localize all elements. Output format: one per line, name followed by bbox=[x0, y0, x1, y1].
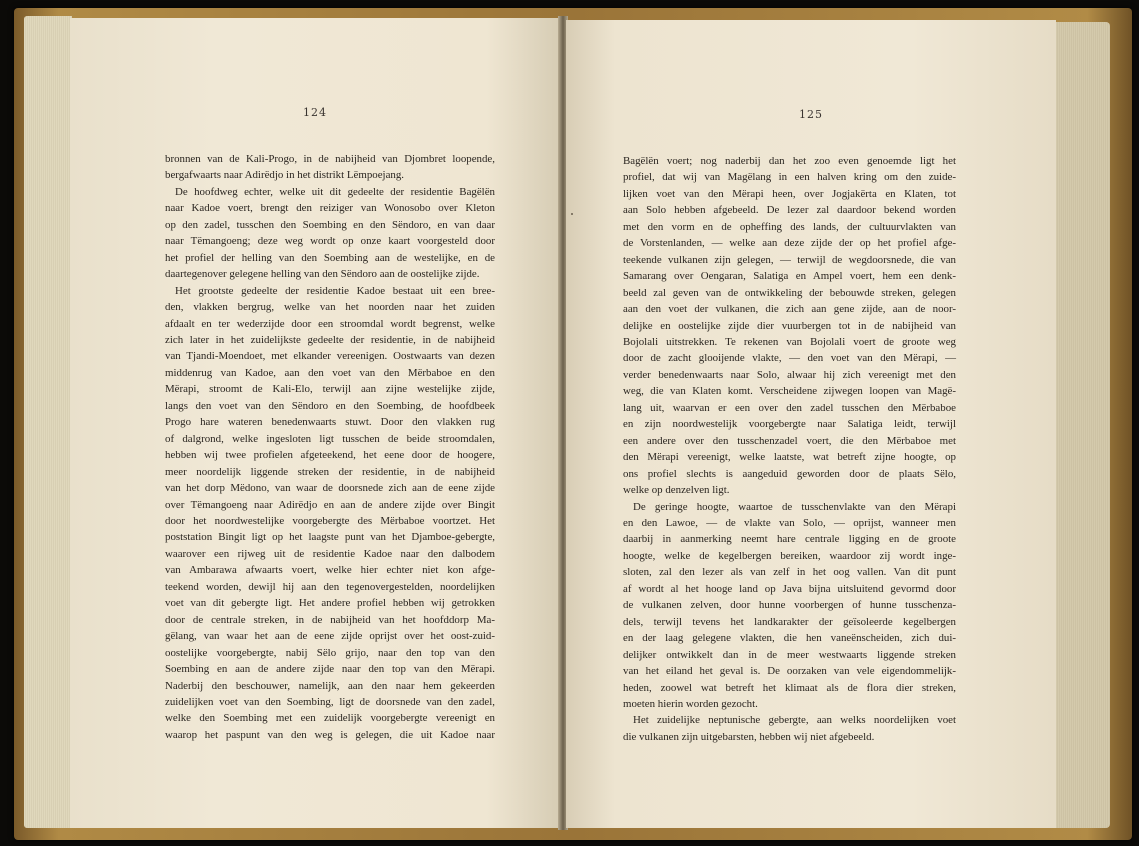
text-line: hebben wij twee profielen afgeteekend, het eene door de hoogere, bbox=[165, 449, 495, 462]
text-line: door de zacht glooijende vlakte, — den voet van den Mërapi, — bbox=[623, 352, 956, 365]
text-line: Naderbij den beschouwer, namelijk, aan den naar hem gekeerden bbox=[165, 679, 495, 692]
margin-mark bbox=[571, 213, 573, 215]
text-line: delijker ontwikkelt dan in de meer westwaarts liggende streken bbox=[623, 648, 956, 661]
text-line: verder benedenwaarts naar Solo, alwaar hij zich vereenigt met den bbox=[623, 368, 956, 381]
text-line: van het eiland het geval is. De oorzaken van vele eigendommelijk- bbox=[623, 665, 956, 678]
text-line: of dalgrond, welke ingesloten ligt tusschen de beide stroomdalen, bbox=[165, 432, 495, 445]
page-edges-left bbox=[24, 16, 72, 828]
right-page-text bbox=[623, 153, 956, 745]
text-line: Progo hare wateren benedenwaarts stuwt. Door den vlakken rug bbox=[165, 416, 495, 429]
text-line: en den Lawoe, — de vlakte van Solo, — oprijst, wanneer men bbox=[623, 516, 956, 529]
text-line: teekend worden, dewijl hij aan den tegenovergestelden, noordelijken bbox=[165, 580, 495, 593]
text-line: Mërapi, stroomt de Kali-Elo, terwijl aan zijne westelijke zijde, bbox=[165, 383, 495, 396]
text-line: sloten, zal den lezer als van zelf in het oog vallen. Van dit punt bbox=[623, 566, 956, 579]
text-line: afdaalt en ter wederzijde door een stroomdal wordt begrenst, welke bbox=[165, 317, 495, 330]
text-line: door het noordwestelijke voorgebergte des Mërbaboe voortzet. Het bbox=[165, 514, 495, 527]
text-line: teekende vulkanen zijn gelegen, — terwijl de wegdoorsnede, die van bbox=[623, 253, 956, 266]
text-line: De hoofdweg echter, welke uit dit gedeelte der residentie Bagëlën bbox=[175, 185, 495, 198]
text-line: den Mërapi vereenigt, welke laatste, wat betreft zijne hoogte, op bbox=[623, 451, 956, 464]
text-line: meer noordelijk liggende streken der residentie, in de nabijheid bbox=[165, 465, 495, 478]
text-line: poststation Bingit ligt op het laagste punt van het Djamboe-gebergte, bbox=[165, 531, 495, 544]
text-line: den, vlakken bergrug, welke van het noorden naar het zuiden bbox=[165, 301, 495, 314]
text-line: en zijn noordwestelijk voorgebergte naar Salatiga leidt, terwijl bbox=[623, 418, 956, 431]
text-line: de vulkanen zelven, door hunne voorbergen of hunne tusschenza- bbox=[623, 599, 956, 612]
text-line: gëlang, van waar het aan de eene zijde oprijst over het oost-zuid- bbox=[165, 630, 495, 643]
text-line: bergafwaarts naar Adirëdjo in het distrikt Lëmpoejang. bbox=[165, 169, 405, 182]
text-line: Bojolali uitstrekken. Te rekenen van Bojolali voert de groote weg bbox=[623, 335, 956, 348]
text-line: van Ambarawa afwaarts voert, welke hier echter niet kon afge- bbox=[165, 564, 495, 577]
text-line: moeten hierin worden gezocht. bbox=[623, 697, 758, 710]
text-line: met den vorm en de opheffing des lands, der cultuurvlakten van bbox=[623, 220, 956, 233]
text-line: waarover een rijweg uit de residentie Kadoe naar den dalbodem bbox=[165, 547, 495, 560]
page-edges-right bbox=[1054, 22, 1110, 828]
text-line: daarbij in aanmerking neemt hare centrale ligging en de groote bbox=[623, 533, 956, 546]
page-number-right: 125 bbox=[799, 108, 823, 121]
text-line: profiel, dat wij van Magëlang in een halven kring om den zuide- bbox=[623, 171, 956, 184]
text-line: langs den voet van den Sëndoro en den Soembing, de hoofdbeek bbox=[165, 399, 495, 412]
text-line: beeld zal geven van de ontwikkeling der bebouwde streken, gelegen bbox=[623, 286, 956, 299]
left-page bbox=[70, 18, 560, 828]
text-line: naar Tëmangoeng; deze weg wordt op onze kaart voorgesteld door bbox=[165, 235, 495, 248]
text-line: Het grootste gedeelte der residentie Kadoe bestaat uit een bree- bbox=[175, 284, 495, 297]
text-line: zuidelijken voet van den Soembing, ligt de doorsnede van den zadel, bbox=[165, 695, 495, 708]
text-line: die vulkanen zijn uitgebarsten, hebben wij niet afgebeeld. bbox=[623, 730, 875, 743]
text-line: het profiel der helling van den Soembing aan de westelijke, en de bbox=[165, 251, 495, 264]
text-line: van het dorp Mëdono, van waar de doorsnede zich aan de eene zijde bbox=[165, 482, 495, 495]
text-line: welke op denzelven ligt. bbox=[623, 484, 730, 497]
text-line: Bagëlën voert; nog naderbij dan het zoo even genoemde ligt het bbox=[623, 155, 956, 167]
text-line: over Tëmangoeng naar Adirëdjo en aan de andere zijde over Bingit bbox=[165, 498, 495, 511]
text-line: Soembing en aan de andere zijde naar den top van den Mërapi. bbox=[165, 663, 495, 676]
text-line: weg, die van Klaten komt. Verscheidene zijwegen loopen van Magë- bbox=[623, 385, 956, 398]
text-line: lijken voet van den Mërapi heen, over Jogjakërta en Klaten, tot bbox=[623, 187, 956, 200]
right-page bbox=[566, 20, 1056, 828]
text-line: Het zuidelijke neptunische gebergte, aan welks noordelijken voet bbox=[633, 714, 956, 727]
text-line: welke den Soembing met een zuidelijk voorgebergte vereenigt en bbox=[165, 712, 495, 725]
text-line: waarop het paspunt van den weg is gelegen, die uit Kadoe naar bbox=[165, 728, 495, 741]
text-line: voet van dit gebergte ligt. Het andere profiel hebben wij getrokken bbox=[165, 597, 495, 610]
text-line: af wordt al het hooge land op Java bijna uitsluitend gevormd door bbox=[623, 582, 956, 595]
text-line: De geringe hoogte, waartoe de tusschenvlakte van den Mërapi bbox=[633, 500, 956, 513]
text-line: zich later in het zuidelijkste gedeelte der residentie, in de nabijheid bbox=[165, 333, 495, 346]
text-line: de Vorstenlanden, — welke aan deze zijde der op het profiel afge- bbox=[623, 237, 956, 250]
text-line: dels, terwijl tevens het landkarakter der geïsoleerde kegelbergen bbox=[623, 615, 956, 628]
text-line: delijke en oostelijke zijde dier vuurbergen tot in de nabijheid van bbox=[623, 319, 956, 332]
text-line: Samarang over Oengaran, Salatiga en Ampel voert, hem een denk- bbox=[623, 270, 956, 283]
text-line: bronnen van de Kali-Progo, in de nabijheid van Djombret loopende, bbox=[165, 153, 495, 165]
text-line: hoogte, welke de kegelbergen bereiken, waardoor zij wordt inge- bbox=[623, 549, 956, 562]
left-page-text bbox=[165, 151, 495, 743]
text-line: van Tjandi-Moendoet, met elkander vereenigen. Oostwaarts van dezen bbox=[165, 350, 495, 363]
text-line: naar Kadoe voert, brengt den reiziger van Wonosobo over Kleton bbox=[165, 202, 495, 215]
text-line: lang uit, waarvan er een over den zadel tusschen den Mërbaboe bbox=[623, 401, 956, 414]
text-line: middenrug van Kadoe, aan den voet van den Mërbaboe en den bbox=[165, 366, 495, 379]
text-line: aan Solo hebben afgebeeld. De lezer zal daardoor bekend worden bbox=[623, 204, 956, 217]
text-line: aan den voet der vulkanen, die zich aan gene zijde, aan de noor- bbox=[623, 303, 956, 316]
page-number-left: 124 bbox=[303, 106, 327, 119]
text-line: en der laag gelegene vlakten, die hen vaneënscheiden, zich dui- bbox=[623, 632, 956, 645]
text-line: daartegenover gelegene helling van den Sëndoro aan de oostelijke zijde. bbox=[165, 268, 480, 281]
text-line: door de centrale streken, in de nabijheid van het hoofddorp Ma- bbox=[165, 613, 495, 626]
text-line: ons profiel slechts is aangeduid geworden door de plaats Sëlo, bbox=[623, 467, 956, 480]
text-line: heden, zoowel wat betreft het klimaat als de flora dier streken, bbox=[623, 681, 956, 694]
text-line: op den zadel, tusschen den Soembing en den Sëndoro, en van daar bbox=[165, 218, 495, 231]
text-line: een andere over den tusschenzadel voert, die den Mërbaboe met bbox=[623, 434, 956, 447]
text-line: oostelijke voorgebergte, nabij Sëlo grijo, naar den top van den bbox=[165, 646, 495, 659]
